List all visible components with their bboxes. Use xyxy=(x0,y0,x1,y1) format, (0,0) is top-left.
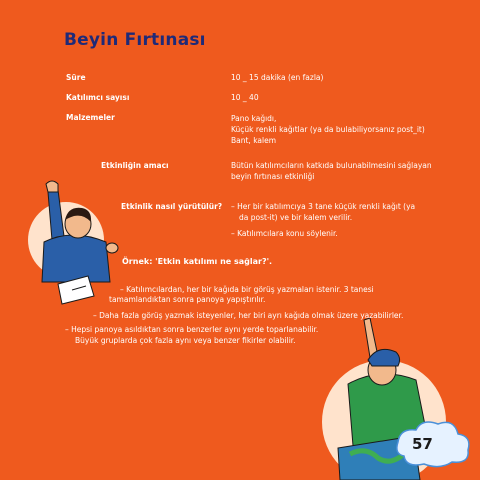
purpose-line: Bütün katılımcıların katkıda bulunabilmesini sağlayan xyxy=(231,161,432,170)
materials-label: Malzemeler xyxy=(66,113,115,122)
purpose-text xyxy=(231,160,432,182)
boy-pointing-illustration xyxy=(320,318,480,480)
duration-label: Süre xyxy=(66,73,86,82)
how-step: – Her bir katılımcıya 3 tane küçük renkli kağıt (ya xyxy=(231,202,416,211)
materials-list xyxy=(231,113,425,146)
materials-item: Bant, kalem xyxy=(231,136,277,145)
participants-value: 10 _ 40 xyxy=(231,93,259,102)
how-steps xyxy=(231,201,415,239)
how-label: Etkinlik nasıl yürütülür? xyxy=(121,202,223,211)
example-line: tamamlandıktan sonra panoya yapıştırılır. xyxy=(109,295,266,304)
how-step: da post-it) ve bir kalem verilir. xyxy=(239,213,353,222)
materials-item: Küçük renkli kağıtlar (ya da bulabiliyorsanız post_it) xyxy=(231,125,425,134)
duration-value: 10 _ 15 dakika (en fazla) xyxy=(231,73,324,82)
person-raising-hand-illustration xyxy=(24,178,128,308)
purpose-line: beyin fırtınası etkinliği xyxy=(231,172,315,181)
example-heading: Örnek: 'Etkin katılımı ne sağlar?'. xyxy=(122,257,273,266)
page-title: Beyin Fırtınası xyxy=(64,30,206,50)
purpose-label: Etkinliğin amacı xyxy=(101,161,169,170)
page-number: 57 xyxy=(412,435,433,453)
example-line: – Katılımcılardan, her bir kağıda bir görüş yazmaları istenir. 3 tanesi xyxy=(120,285,374,294)
example-line: – Daha fazla görüş yazmak isteyenler, her biri ayrı kağıda olmak üzere yazabilirler. xyxy=(93,311,404,320)
participants-label: Katılımcı sayısı xyxy=(66,93,130,102)
example-line: – Hepsi panoya asıldıktan sonra benzerler aynı yerde toparlanabilir. xyxy=(65,325,319,334)
how-step: – Katılımcılara konu söylenir. xyxy=(231,229,338,238)
example-line: Büyük gruplarda çok fazla aynı veya benzer fikirler olabilir. xyxy=(75,336,296,345)
materials-item: Pano kağıdı, xyxy=(231,114,277,123)
